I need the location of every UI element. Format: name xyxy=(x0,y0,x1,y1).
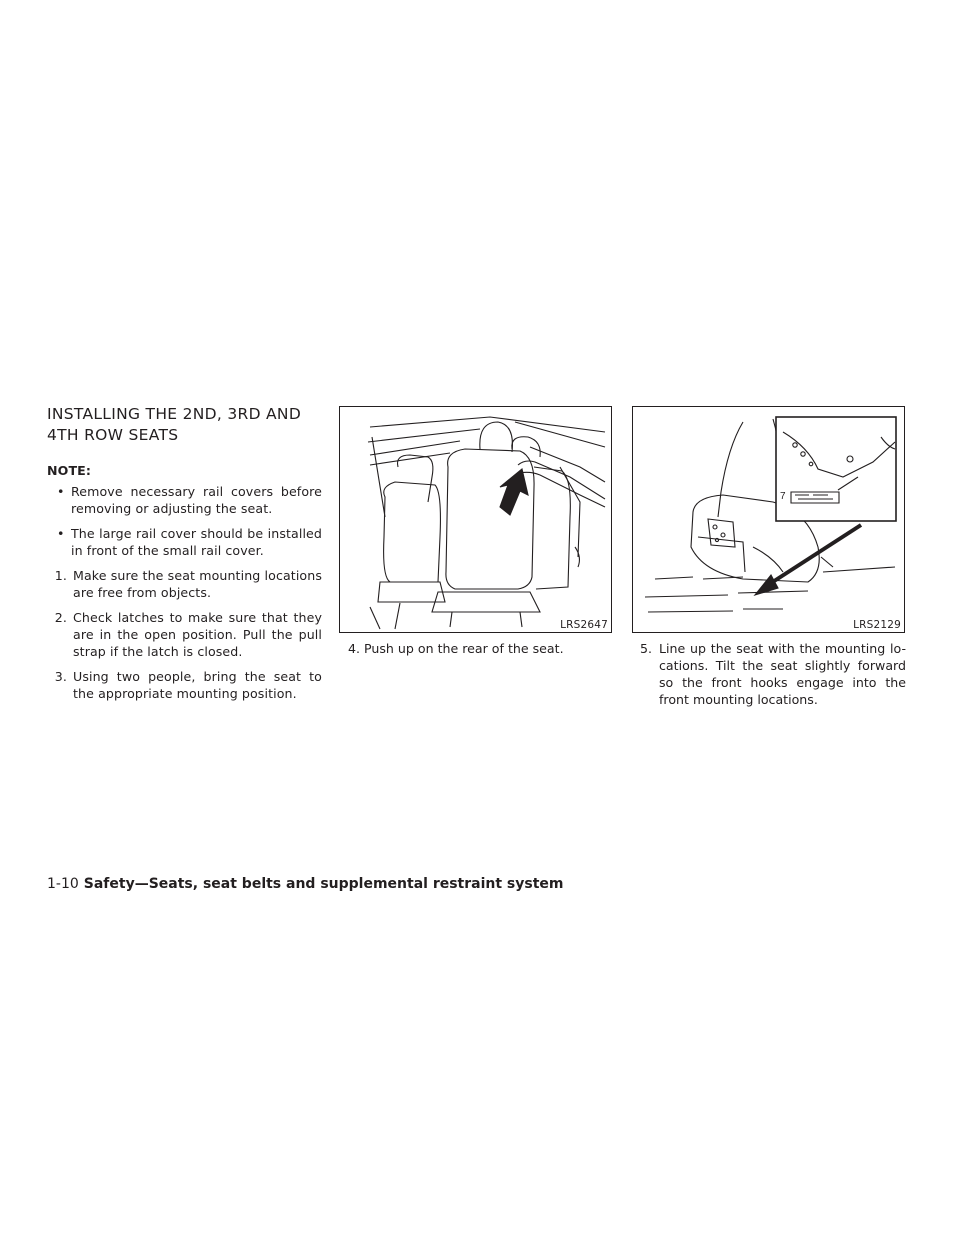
left-column xyxy=(47,404,322,710)
step-text: Make sure the seat mounting locations are free from objects. xyxy=(73,568,322,600)
figure-caption: 4. Push up on the rear of the seat. xyxy=(348,641,564,656)
note-item xyxy=(47,483,322,517)
step-item xyxy=(47,609,322,660)
step-text: Using two people, bring the seat to the appropriate mounting position. xyxy=(73,669,322,701)
note-label: NOTE: xyxy=(47,463,91,478)
page-number: 1-10 xyxy=(47,876,79,892)
figure-caption-step xyxy=(640,640,906,708)
figure-seat-push-up xyxy=(339,406,612,633)
note-text: The large rail cover should be installed in front of the small rail cover. xyxy=(71,526,322,558)
note-text: Remove necessary rail covers before removing or adjusting the seat. xyxy=(71,484,322,516)
step-number: 2. xyxy=(54,610,67,625)
figure-code: LRS2647 xyxy=(560,619,608,631)
page-footer xyxy=(47,876,564,892)
step-number: 5. xyxy=(640,641,653,656)
footer-section-title: Safety—Seats, seat belts and supplemental restraint system xyxy=(83,876,564,892)
section-heading xyxy=(47,404,322,446)
heading-line-1: INSTALLING THE 2ND, 3RD AND xyxy=(47,405,302,423)
seat-alignment-illustration xyxy=(633,407,904,632)
step-text: Line up the seat with the mounting lo- cations. Tilt the seat slightly forward so the front hooks engage into the front mounting locations. xyxy=(659,641,906,707)
step-number: 3. xyxy=(54,669,67,684)
figure-seat-alignment xyxy=(632,406,905,633)
step-text: Check latches to make sure that they are in the open position. Pull the pull strap if the latch is closed. xyxy=(73,610,322,659)
step-item xyxy=(47,668,322,702)
inset-label: 7 xyxy=(780,491,786,502)
seat-push-illustration xyxy=(340,407,611,632)
figure-code: LRS2129 xyxy=(853,619,901,631)
bullet-mark: • xyxy=(57,526,65,541)
note-item xyxy=(47,525,322,559)
bullet-mark: • xyxy=(57,484,65,499)
heading-line-2: 4TH ROW SEATS xyxy=(47,426,179,444)
step-item xyxy=(47,567,322,601)
step-number: 1. xyxy=(54,568,67,583)
